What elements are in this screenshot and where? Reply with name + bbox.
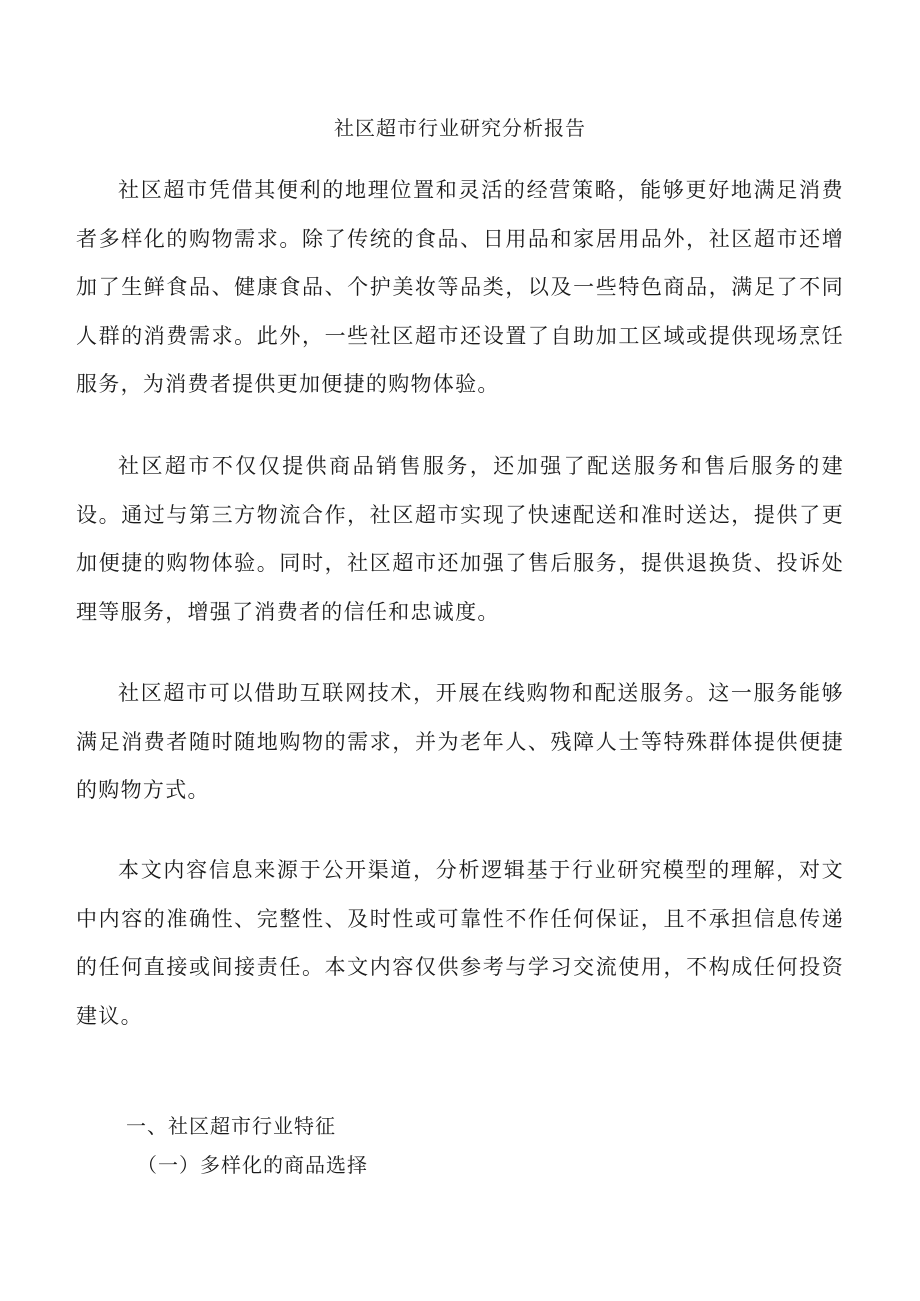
paragraph-product-diversity: 社区超市凭借其便利的地理位置和灵活的经营策略，能够更好地满足消费者多样化的购物需求。除了传统的食品、日用品和家居用品外，社区超市还增加了生鲜食品、健康食品、个护美妆等品类，以及一些特色商品，满足了不同人群的消费需求。此外，一些社区超市还设置了自助加工区域或提供现场烹饪服务，为消费者提供更加便捷的购物体验。 — [76, 178, 844, 396]
paragraph-online-shopping: 社区超市可以借助互联网技术，开展在线购物和配送服务。这一服务能够满足消费者随时随地购物的需求，并为老年人、残障人士等特殊群体提供便捷的购物方式。 — [76, 681, 844, 802]
paragraph-disclaimer: 本文内容信息来源于公开渠道，分析逻辑基于行业研究模型的理解，对文中内容的准确性、完整性、及时性或可靠性不作任何保证，且不承担信息传递的任何直接或间接责任。本文内容仅供参考与学习交流使用，不构成任何投资建议。 — [76, 858, 844, 1028]
document-title: 社区超市行业研究分析报告 — [334, 116, 586, 140]
subsection-heading: （一）多样化的商品选择 — [137, 1153, 368, 1177]
section-heading: 一、社区超市行业特征 — [126, 1114, 336, 1138]
paragraph-delivery-service: 社区超市不仅仅提供商品销售服务，还加强了配送服务和售后服务的建设。通过与第三方物流合作，社区超市实现了快速配送和准时送达，提供了更加便捷的购物体验。同时，社区超市还加强了售后服务，提供退换货、投诉处理等服务，增强了消费者的信任和忠诚度。 — [76, 454, 844, 624]
